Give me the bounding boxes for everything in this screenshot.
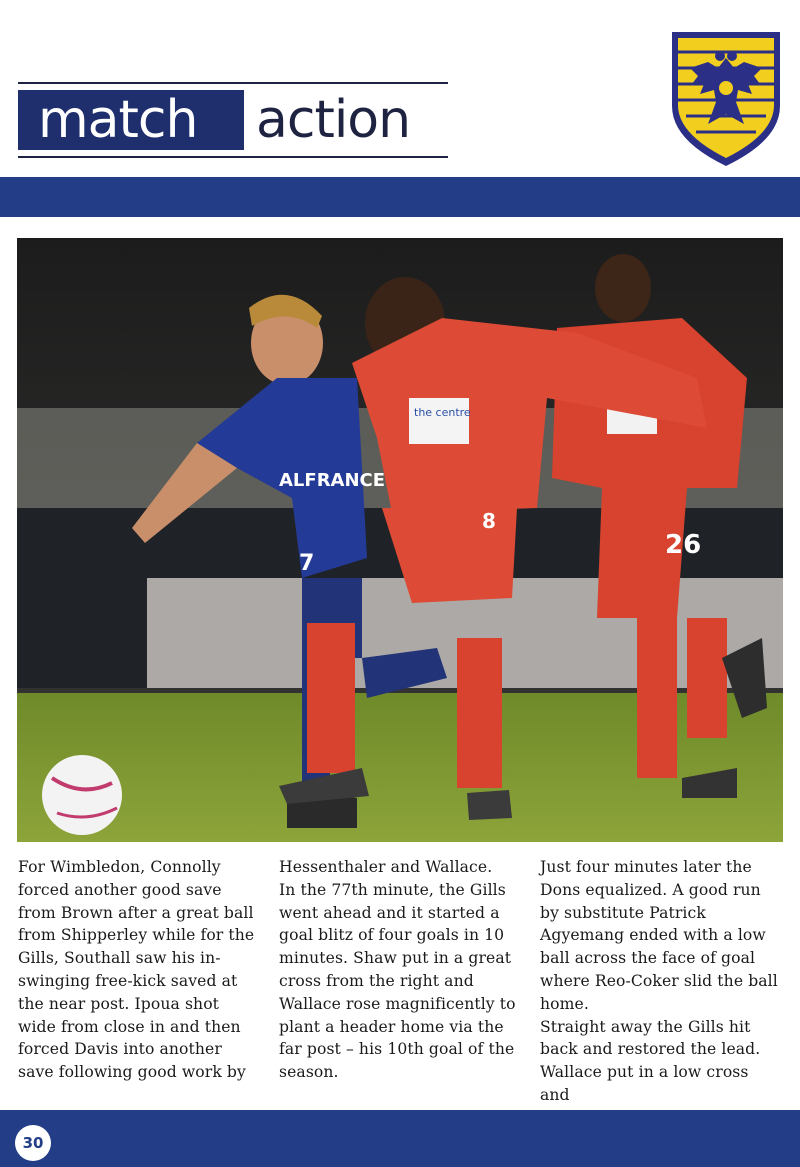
football-icon xyxy=(42,755,122,835)
shirt-number-a: 8 xyxy=(482,509,496,533)
shirt-text-blue: ALFRANCE xyxy=(279,470,386,491)
column-1-paragraph-1: For Wimbledon, Connolly forced another good save from Brown after a great ball from Shipperley while for the Gills, Southall saw his in-swinging free-kick saved at the near post. Ipoua shot wide from close in and then forced Davis into another save following good work by xyxy=(18,858,255,1082)
column-3-paragraph-1: Just four minutes later the Dons equalized. A good run by substitute Patrick Agyemang ended with a low ball across the face of goal where Reo-Coker slid the ball home. xyxy=(540,858,778,1013)
text-column-3 xyxy=(540,856,780,1107)
shirt-number-b: 26 xyxy=(665,530,702,560)
shirt-number-c: 7 xyxy=(299,551,315,576)
header-rule-bottom xyxy=(18,156,448,158)
column-2-paragraph-2: In the 77th minute, the Gills went ahead and it started a goal blitz of four goals in 10 minutes. Shaw put in a great cross from the right and Wallace rose magnificently to plant a header home via the far post – his 10th goal of the season. xyxy=(279,880,516,1082)
column-3-paragraph-2: Straight away the Gills hit back and restored the lead. Wallace put in a low cross and xyxy=(540,1017,761,1104)
top-blue-band xyxy=(0,177,800,217)
page-number: 30 xyxy=(15,1125,51,1161)
text-column-2 xyxy=(279,856,519,1084)
eagle-crest-icon xyxy=(668,28,784,168)
shirt-sponsor-red: the centre xyxy=(414,406,471,419)
footer-blue-band xyxy=(0,1110,800,1167)
text-column-1 xyxy=(18,856,258,1084)
header-rule-top xyxy=(18,82,448,84)
section-title-match: match xyxy=(18,90,244,150)
section-title-action: action xyxy=(256,90,411,150)
match-photo xyxy=(17,238,783,842)
column-2-paragraph-1: Hessenthaler and Wallace. xyxy=(279,858,493,876)
